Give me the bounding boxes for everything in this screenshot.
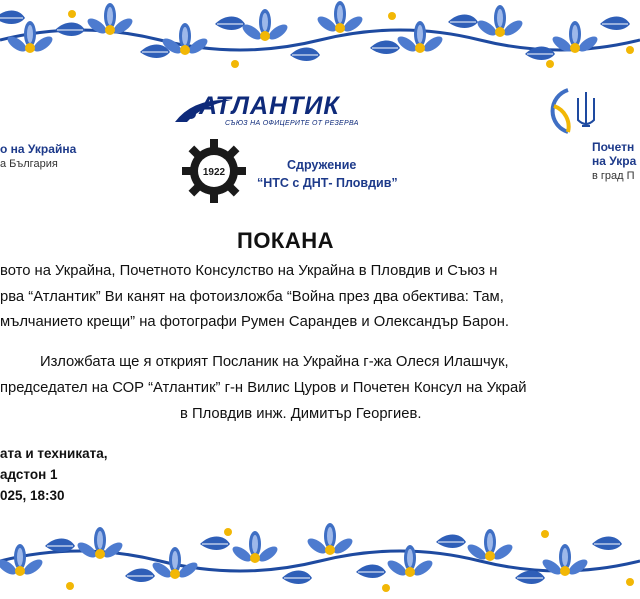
bottom-floral-border: [0, 516, 640, 599]
invitation-title: ПОКАНА: [237, 228, 335, 253]
consulate-line-1: Почетн: [592, 140, 635, 154]
paragraph2-line-3: в Пловдив инж. Димитър Георгиев.: [180, 406, 422, 422]
consulate-line-2: на Укра: [592, 154, 637, 168]
gear-logo-icon: [181, 138, 247, 204]
gear-year: 1922: [202, 167, 226, 178]
consulate-logo-right: [592, 140, 640, 182]
embassy-logo-left: [0, 142, 120, 170]
paragraph1-line-1: вото на Украйна, Почетното Консулство на Украйна в Пловдив и Съюз н: [0, 263, 498, 279]
trident-icon: [548, 86, 612, 136]
consulate-line-3: в град П: [592, 170, 635, 182]
ntc-line-2: “НТС с ДНТ- Пловдив”: [257, 176, 398, 190]
datetime-line: 025, 18:30: [0, 488, 65, 503]
address-line: адстон 1: [0, 467, 58, 482]
atlantik-subtitle: СЪЮЗ НА ОФИЦЕРИТЕ ОТ РЕЗЕРВА: [225, 120, 359, 127]
embassy-line-1: о на Украйна: [0, 142, 77, 156]
top-floral-border: [0, 0, 640, 78]
paragraph1-line-2: рва “Атлантик” Ви канят на фотоизложба “Война през два обектива: Там,: [0, 289, 504, 305]
ntc-line-1: Сдружение: [287, 158, 357, 172]
venue-line: ата и техниката,: [0, 446, 108, 461]
atlantik-name: АТЛАНТИК: [199, 92, 340, 120]
ntc-association-name: [257, 158, 398, 190]
paragraph2-line-1: Изложбата ще я открият Посланик на Украйна г-жа Олеся Илашчук,: [40, 354, 509, 370]
atlantik-logo: [173, 92, 393, 132]
paragraph2-line-2: председател на СОР “Атлантик” г-н Вилис Цуров и Почетен Консул на Украй: [0, 380, 527, 396]
paragraph1-line-3: мълчанието крещи” на фотографи Румен Сарандев и Олександър Барон.: [0, 314, 509, 330]
embassy-line-2: а България: [0, 158, 58, 170]
